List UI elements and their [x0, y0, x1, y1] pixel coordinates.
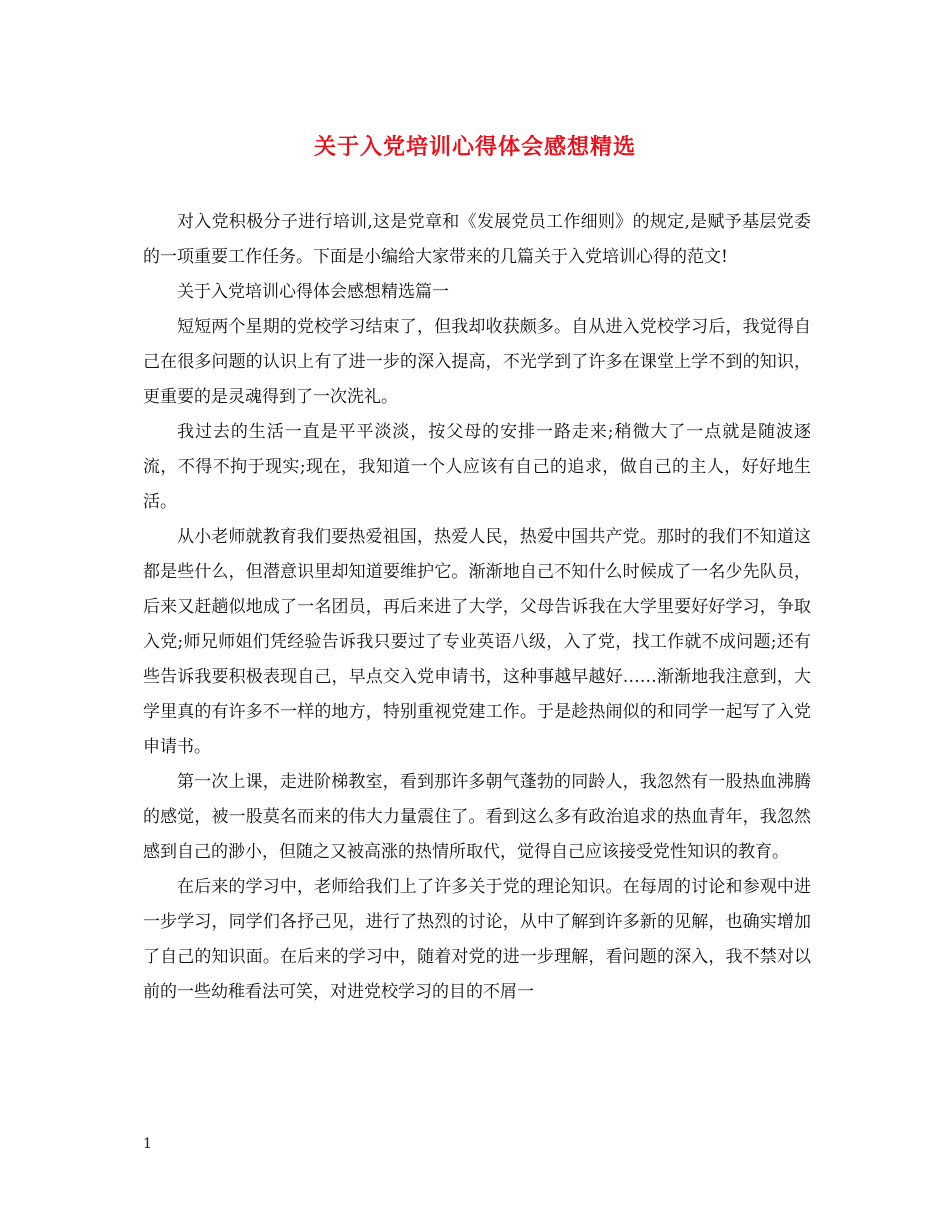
body-paragraph: 在后来的学习中，老师给我们上了许多关于党的理论知识。在每周的讨论和参观中进一步学习，同学们各抒己见，进行了热烈的讨论，从中了解到许多新的见解，也确实增加了自己的知识面。在后来的学习中，随着对党的进一步理解，看问题的深入，我不禁对以前的一些幼稚看法可笑，对进党校学习的目的不屑一: [143, 877, 811, 1002]
section-heading: 关于入党培训心得体会感想精选篇一: [177, 282, 449, 302]
body-paragraph: 我过去的生活一直是平平淡淡，按父母的安排一路走来;稍微大了一点就是随波逐流，不得不拘于现实;现在，我知道一个人应该有自己的追求，做自己的主人，好好地生活。: [143, 422, 811, 512]
document-title: 关于入党培训心得体会感想精选: [313, 134, 636, 160]
body-paragraph: 第一次上课，走进阶梯教室，看到那许多朝气蓬勃的同龄人，我忽然有一股热血沸腾的感觉，被一股莫名而来的伟大力量震住了。看到这么多有政治追求的热血青年，我忽然感到自己的渺小，但随之又被高涨的热情所取代，觉得自己应该接受党性知识的教育。: [143, 772, 811, 862]
document-body: [143, 205, 811, 1010]
page-number: 1: [143, 1136, 152, 1152]
body-paragraph: 从小老师就教育我们要热爱祖国，热爱人民，热爱中国共产党。那时的我们不知道这都是些什么，但潜意识里却知道要维护它。渐渐地自己不知什么时候成了一名少先队员，后来又赶趟似地成了一名团员，再后来进了大学，父母告诉我在大学里要好好学习，争取入党;师兄师姐们凭经验告诉我只要过了专业英语八级，入了党，找工作就不成问题;还有些告诉我要积极表现自己，早点交入党申请书，这种事越早越好……渐渐地我注意到，大学里真的有许多不一样的地方，特别重视党建工作。于是趁热闹似的和同学一起写了入党申请书。: [143, 527, 811, 757]
body-paragraph: 短短两个星期的党校学习结束了，但我却收获颇多。自从进入党校学习后，我觉得自己在很多问题的认识上有了进一步的深入提高，不光学到了许多在课堂上学不到的知识，更重要的是灵魂得到了一次洗礼。: [143, 317, 811, 407]
intro-paragraph: 对入党积极分子进行培训,这是党章和《发展党员工作细则》的规定,是赋予基层党委的一项重要工作任务。下面是小编给大家带来的几篇关于入党培训心得的范文!: [143, 212, 811, 267]
